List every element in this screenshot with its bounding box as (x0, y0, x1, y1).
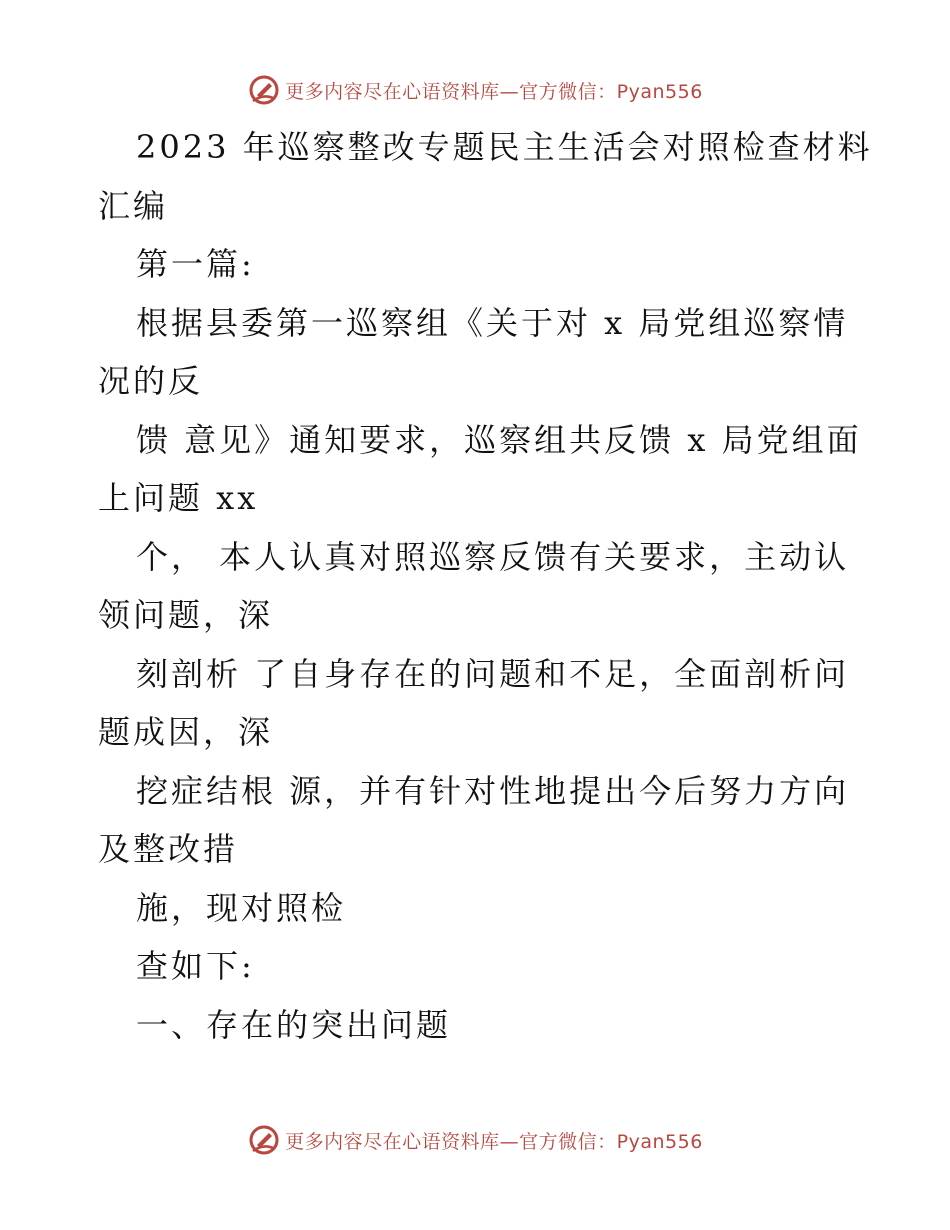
paragraph-line: 题成因，深 (98, 713, 274, 751)
brand-logo-icon (247, 73, 281, 107)
section-heading: 第一篇: (136, 245, 255, 283)
header-watermark-banner (0, 70, 950, 110)
subsection-heading: 一、存在的突出问题 (136, 1005, 452, 1044)
paragraph-line: 上问题 xx (98, 479, 259, 517)
paragraph-line: 刻剖析 了自身存在的问题和不足，全面剖析问 (136, 654, 850, 693)
brand-logo-icon (247, 1123, 281, 1157)
title-line-2: 汇编 (98, 186, 169, 225)
footer-watermark-banner (0, 1120, 950, 1160)
title-line-1: 2023 年巡察整改专题民主生活会对照检查材料 (136, 128, 873, 166)
paragraph-line: 个， 本人认真对照巡察反馈有关要求，主动认 (136, 537, 850, 576)
paragraph-line: 领问题，深 (98, 596, 274, 634)
paragraph-line: 挖症结根 源，并有针对性地提出今后努力方向 (136, 771, 850, 810)
paragraph-line: 施，现对照检 (136, 888, 347, 927)
paragraph-line: 馈 意见》通知要求，巡察组共反馈 x 局党组面 (136, 420, 862, 459)
document-body (98, 118, 873, 1054)
watermark-text: 更多内容尽在心语资料库—官方微信：Pyan556 (285, 1130, 703, 1153)
paragraph-line: 况的反 (98, 362, 204, 400)
paragraph-line: 查如下: (136, 947, 255, 985)
watermark-text: 更多内容尽在心语资料库—官方微信：Pyan556 (285, 80, 703, 103)
paragraph-line: 根据县委第一巡察组《关于对 x 局党组巡察情 (136, 303, 849, 342)
paragraph-line: 及整改措 (98, 830, 239, 868)
